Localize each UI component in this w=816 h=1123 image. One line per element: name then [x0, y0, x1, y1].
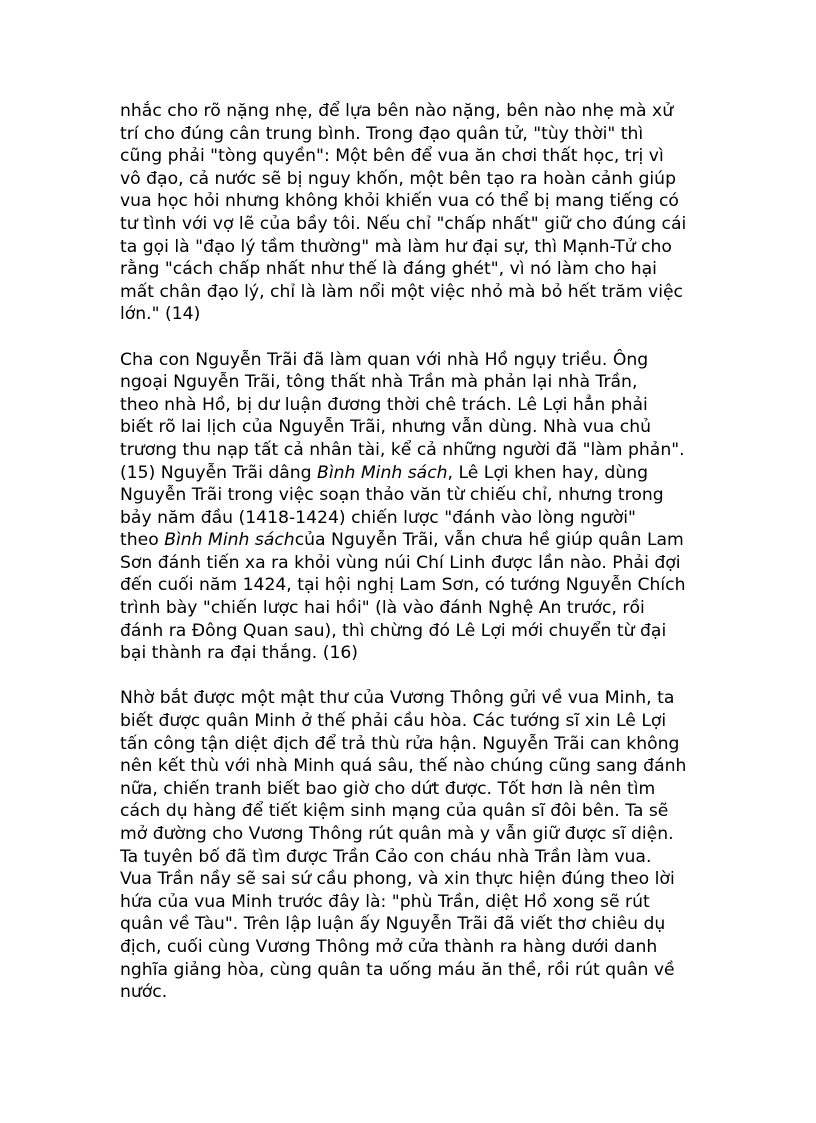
paragraph-3	[120, 687, 710, 1003]
text-line: biết được quân Minh ở thế phải cầu hòa. Các tướng sĩ xin Lê Lợi	[120, 711, 667, 732]
text-line: quân về Tàu". Trên lập luận ấy Nguyễn Trãi đã viết thơ chiêu dụ	[120, 914, 666, 935]
text-line	[120, 529, 710, 552]
text-line: rằng "cách chấp nhất như thế là đáng ghét", vì nó làm cho hại	[120, 259, 657, 280]
text-line: cũng phải "tòng quyền": Một bên để vua ăn chơi thất học, trị vì	[120, 146, 664, 167]
text-line: tấn công tận diệt địch để trả thù rửa hận. Nguyễn Trãi can không	[120, 733, 680, 754]
text-line: mở đường cho Vương Thông rút quân mà y vẫn giữ được sĩ diện.	[120, 824, 674, 844]
book-title-italic: Bình Minh sách	[317, 462, 448, 483]
text-run: (15) Nguyễn Trãi dâng	[120, 462, 318, 483]
text-line: bảy năm đầu (1418-1424) chiến lược "đánh vào lòng người"	[120, 507, 636, 528]
text-line: mất chân đạo lý, chỉ là làm nổi một việc nhỏ mà bỏ hết trăm việc	[120, 281, 683, 302]
text-line: đến cuối năm 1424, tại hội nghị Lam Sơn, có tướng Nguyễn Chích	[120, 575, 686, 596]
text-line: bại thành ra đại thắng. (16)	[120, 643, 359, 664]
text-line: ta gọi là "đạo lý tầm thường" mà làm hư đại sự, thì Mạnh-Tử cho	[120, 236, 672, 257]
paragraph-1	[120, 100, 710, 326]
text-line: Nhờ bắt được một mật thư của Vương Thông gửi về vua Minh, ta	[120, 688, 675, 709]
text-line: tư tình với vợ lẽ của bầy tôi. Nếu chỉ "chấp nhất" giữ cho đúng cái	[120, 213, 687, 234]
document-page	[120, 100, 710, 1026]
text-line: trình bày "chiến lược hai hồi" (là vào đánh Nghệ An trước, rồi	[120, 598, 645, 619]
text-line: biết rõ lai lịch của Nguyễn Trãi, nhưng vẫn dùng. Nhà vua chủ	[120, 417, 651, 438]
text-line: theo nhà Hồ, bị dư luận đương thời chê trách. Lê Lợi hẳn phải	[120, 394, 648, 415]
text-line: nữa, chiến tranh biết bao giờ cho dứt được. Tốt hơn là nên tìm	[120, 778, 656, 799]
text-line: Cha con Nguyễn Trãi đã làm quan với nhà Hồ ngụy triều. Ông	[120, 349, 649, 370]
book-title-italic: Bình Minh sách	[164, 530, 295, 551]
text-line: cách dụ hàng để tiết kiệm sinh mạng của quân sĩ đôi bên. Ta sẽ	[120, 801, 669, 822]
text-line: Nguyễn Trãi trong việc soạn thảo văn từ chiếu chỉ, nhưng trong	[120, 485, 664, 506]
paragraph-2	[120, 349, 710, 665]
text-run: của Nguyễn Trãi, vẫn chưa hề giúp quân Lam	[294, 530, 684, 551]
text-line: nhắc cho rõ nặng nhẹ, để lựa bên nào nặng, bên nào nhẹ mà xử	[120, 101, 674, 121]
text-line: trương thu nạp tất cả nhân tài, kể cả những người đã "làm phản".	[120, 439, 685, 460]
text-line: nghĩa giảng hòa, cùng quân ta uống máu ăn thề, rồi rút quân về	[120, 959, 675, 980]
text-line: Ta tuyên bố đã tìm được Trần Cảo con cháu nhà Trần làm vua.	[120, 846, 652, 867]
text-line: ngoại Nguyễn Trãi, tông thất nhà Trần mà phản lại nhà Trần,	[120, 372, 638, 393]
text-line: vô đạo, cả nước sẽ bị nguy khốn, một bên tạo ra hoàn cảnh giúp	[120, 168, 676, 189]
text-line: Vua Trần nầy sẽ sai sứ cầu phong, và xin thực hiện đúng theo lời	[120, 869, 675, 890]
text-run: , Lê Lợi khen hay, dùng	[447, 462, 649, 483]
text-line: lớn." (14)	[120, 304, 201, 325]
text-line: hứa của vua Minh trước đây là: "phù Trần, diệt Hồ xong sẽ rút	[120, 891, 650, 912]
text-line	[120, 462, 710, 485]
text-line: trí cho đúng cân trung bình. Trong đạo quân tử, "tùy thời" thì	[120, 123, 644, 144]
text-run: theo	[120, 530, 165, 551]
text-line: vua học hỏi nhưng không khỏi khiến vua có thể bị mang tiếng có	[120, 191, 679, 212]
text-line: nước.	[120, 982, 168, 1003]
text-line: Sơn đánh tiến xa ra khỏi vùng núi Chí Linh được lần nào. Phải đợi	[120, 552, 681, 573]
text-line: nên kết thù với nhà Minh quá sâu, thế nào chúng cũng sang đánh	[120, 756, 687, 777]
text-line: đánh ra Đông Quan sau), thì chừng đó Lê Lợi mới chuyển từ đại	[120, 620, 667, 641]
text-line: địch, cuối cùng Vương Thông mở cửa thành ra hàng dưới danh	[120, 936, 658, 957]
